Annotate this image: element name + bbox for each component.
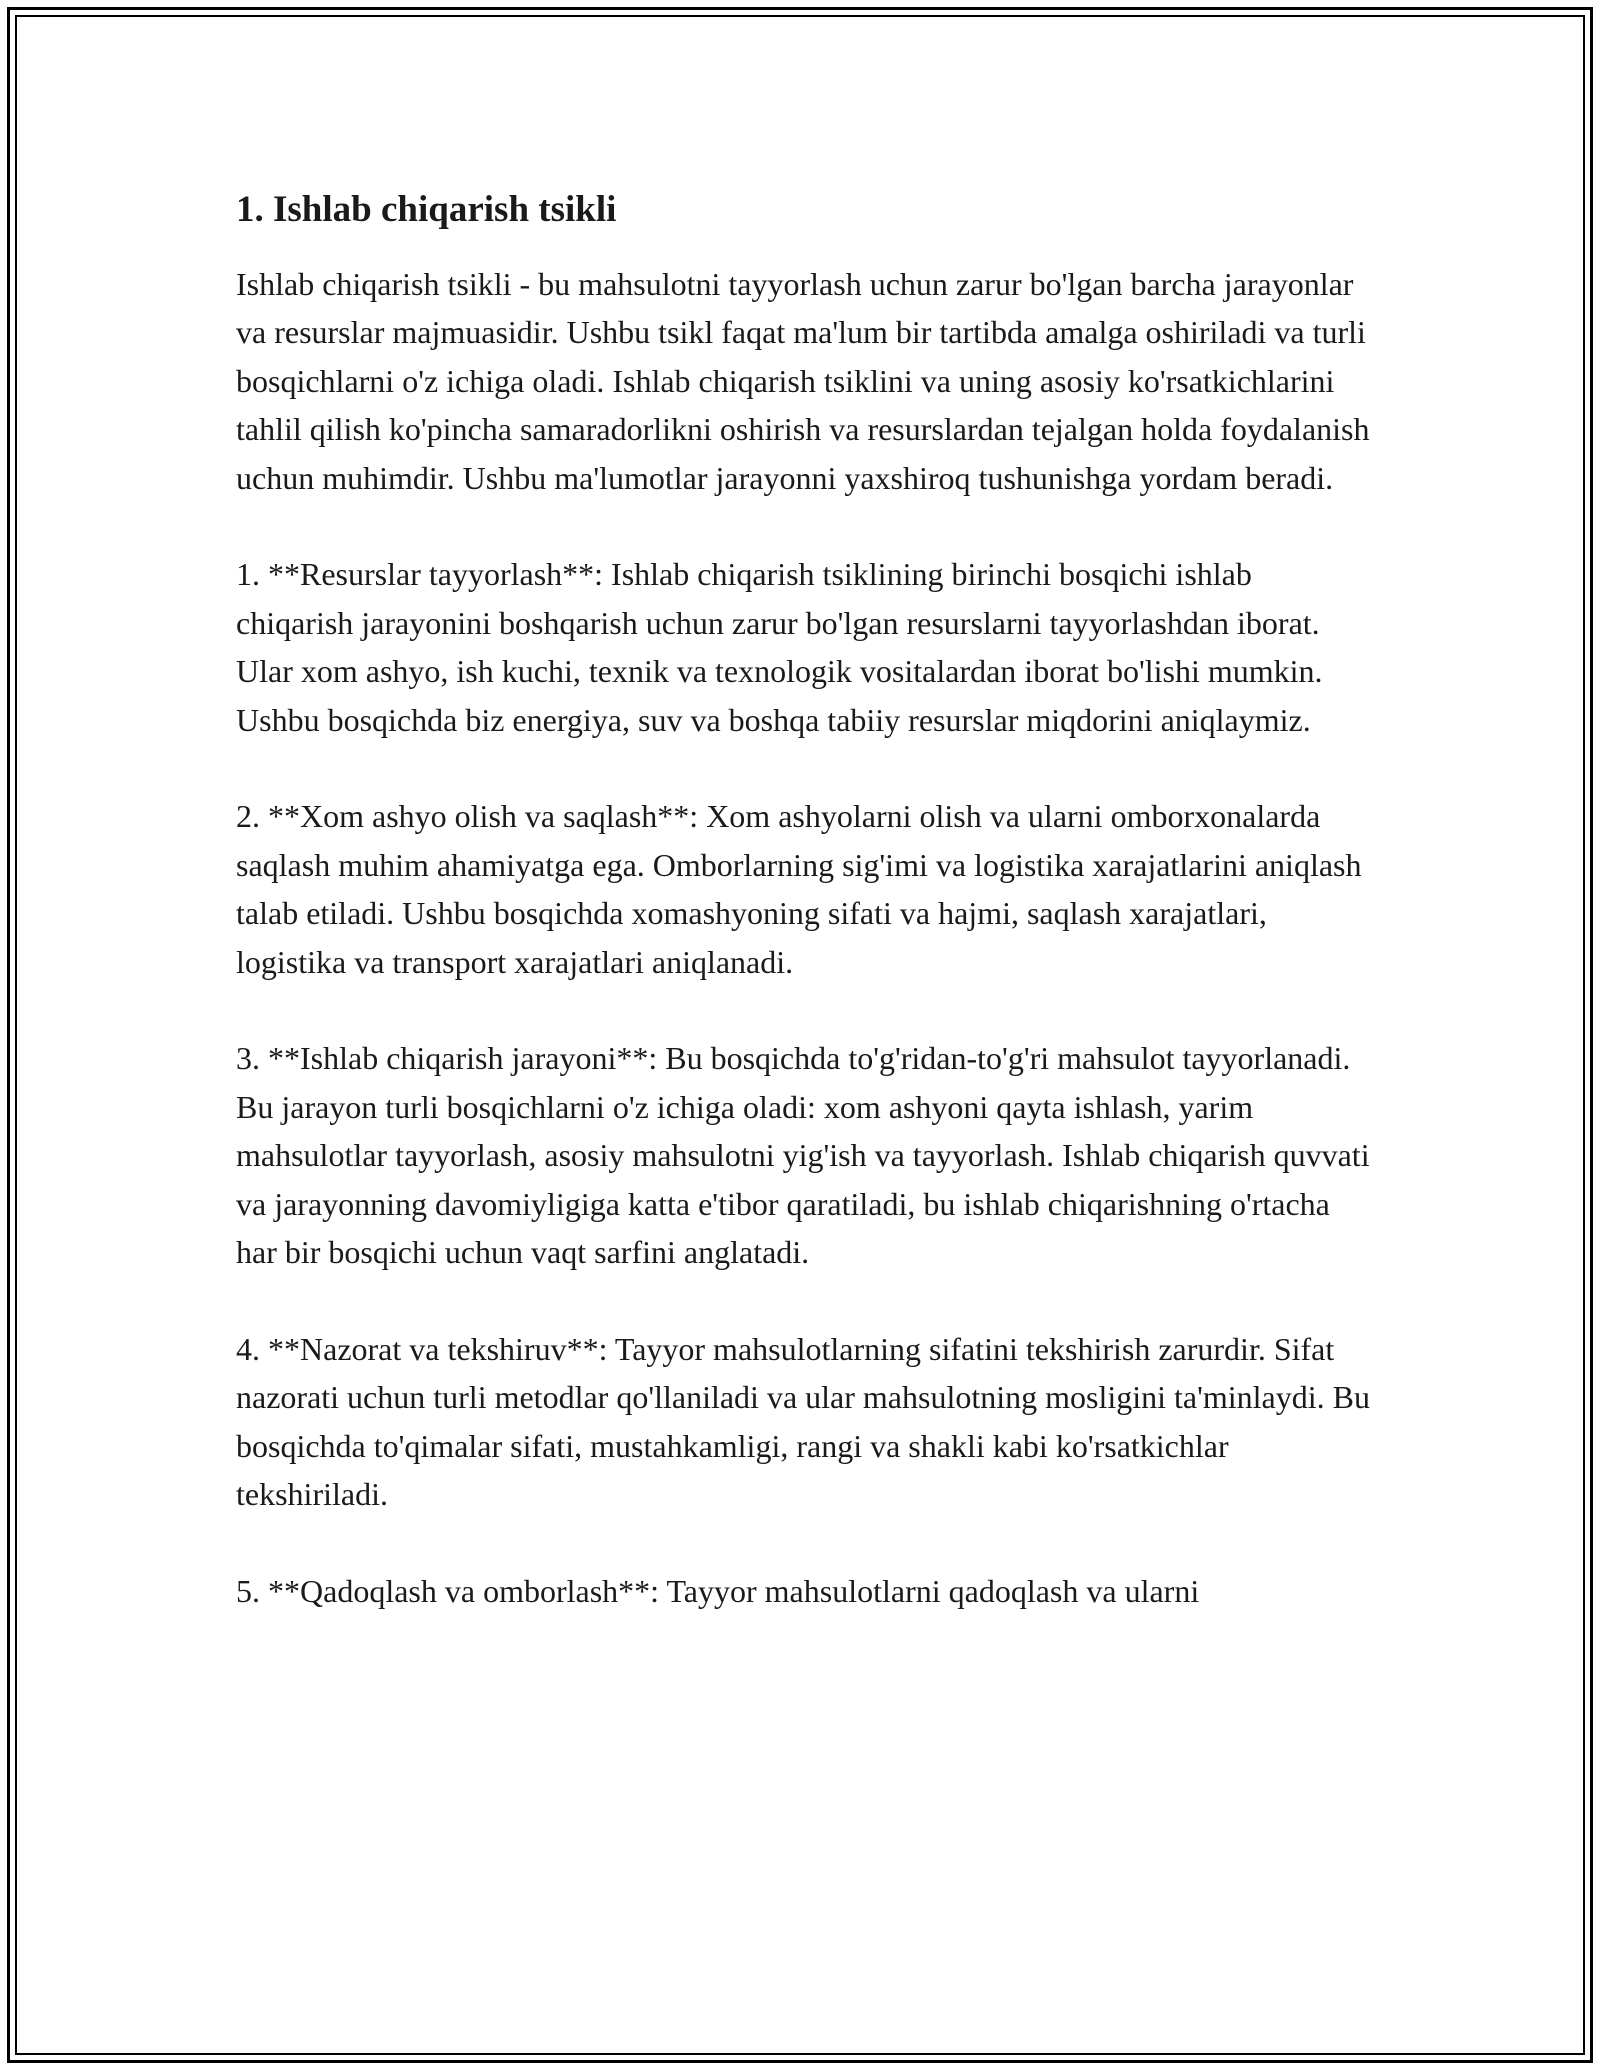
step-4-paragraph: 4. **Nazorat va tekshiruv**: Tayyor mahsulotlarning sifatini tekshirish zarurdir. Sifat nazorati uchun turli metodlar qo'llaniladi va ular mahsulotning mosligini ta'minlaydi. Bu bosqichda to'qimalar sifati, mustahkamligi, rangi va shakli kabi ko'rsatkichlar tekshiriladi. bbox=[236, 1330, 1370, 1513]
step-1-paragraph: 1. **Resurslar tayyorlash**: Ishlab chiqarish tsiklining birinchi bosqichi ishlab chiqarish jarayonini boshqarish uchun zarur bo'lgan resurslarni tayyorlashdan iborat. Ular xom ashyo, ish kuchi, texnik va texnologik vositalardan iborat bo'lishi mumkin. Ushbu bosqichda biz energiya, suv va boshqa tabiiy resurslar miqdorini aniqlaymiz. bbox=[236, 556, 1323, 738]
step-2-paragraph: 2. **Xom ashyo olish va saqlash**: Xom ashyolarni olish va ularni omborxonalarda saqlash muhim ahamiyatga ega. Omborlarning sig'imi va logistika xarajatlarini aniqlash talab etiladi. Ushbu bosqichda xomashyoning sifati va hajmi, saqlash xarajatlari, logistika va transport xarajatlari aniqlanadi. bbox=[236, 798, 1362, 980]
intro-paragraph: Ishlab chiqarish tsikli - bu mahsulotni tayyorlash uchun zarur bo'lgan barcha jarayonlar va resurslar majmuasidir. Ushbu tsikl faqat ma'lum bir tartibda amalga oshiriladi va turli bosqichlarni o'z ichiga oladi. Ishlab chiqarish tsiklini va uning asosiy ko'rsatkichlarini tahlil qilish ko'pincha samaradorlikni oshirish va resurslardan tejalgan holda foydalanish uchun muhimdir. Ushbu ma'lumotlar jarayonni yaxshiroq tushunishga yordam beradi. bbox=[236, 266, 1370, 496]
step-3-paragraph: 3. **Ishlab chiqarish jarayoni**: Bu bosqichda to'g'ridan-to'g'ri mahsulot tayyorlanadi. Bu jarayon turli bosqichlarni o'z ichiga oladi: xom ashyoni qayta ishlash, yarim mahsulotlar tayyorlash, asosiy mahsulotni yig'ish va tayyorlash. Ishlab chiqarish quvvati va jarayonning davomiyligiga katta e'tibor qaratiladi, bu ishlab chiqarishning o'rtacha har bir bosqichi uchun vaqt sarfini anglatadi. bbox=[236, 1040, 1370, 1271]
document-body bbox=[236, 186, 1376, 1615]
step-5-paragraph: 5. **Qadoqlash va omborlash**: Tayyor mahsulotlarni qadoqlash va ularni bbox=[236, 1572, 1200, 1609]
section-heading: 1. Ishlab chiqarish tsikli bbox=[236, 189, 617, 230]
